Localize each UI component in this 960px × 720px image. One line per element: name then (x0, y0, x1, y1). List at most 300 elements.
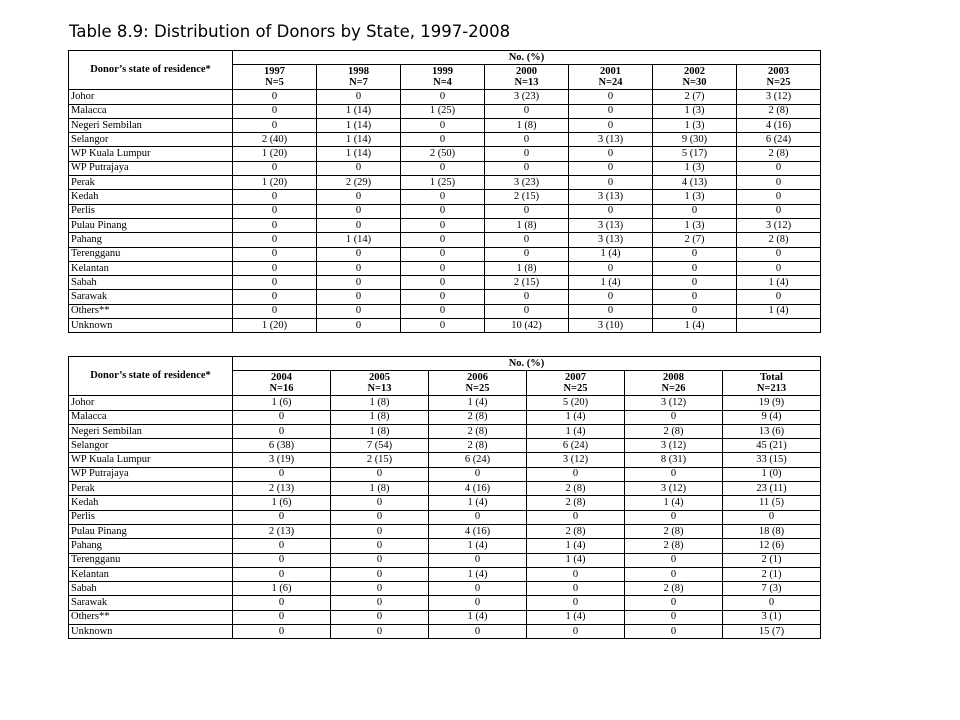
header-row (69, 51, 821, 65)
value-cell: 3 (12) (737, 90, 821, 104)
year-column-header (527, 371, 625, 396)
value-cell: 0 (527, 567, 625, 581)
column-year: 2006 (467, 371, 488, 383)
table-row (69, 610, 821, 624)
state-name-cell: Kedah (69, 190, 233, 204)
value-cell: 23 (11) (723, 482, 821, 496)
table-row (69, 90, 821, 104)
state-name-cell: Sabah (69, 276, 233, 290)
state-name-cell: Pahang (69, 539, 233, 553)
value-cell: 0 (401, 161, 485, 175)
state-column-header: Donor’s state of residence* (69, 357, 233, 396)
column-sample-size: N=30 (682, 77, 707, 89)
value-cell: 2 (7) (653, 233, 737, 247)
state-name-cell: Unknown (69, 625, 233, 639)
value-cell: 0 (527, 510, 625, 524)
value-cell: 0 (401, 290, 485, 304)
value-cell: 0 (569, 204, 653, 218)
value-cell: 0 (233, 539, 331, 553)
column-sample-size: N=13 (367, 383, 392, 395)
value-cell: 2 (8) (737, 233, 821, 247)
state-name-cell: WP Putrajaya (69, 467, 233, 481)
value-cell: 2 (1) (723, 553, 821, 567)
value-cell: 0 (233, 218, 317, 232)
column-year: 2005 (369, 371, 390, 383)
value-cell: 0 (233, 118, 317, 132)
value-cell: 0 (527, 625, 625, 639)
column-sample-size: N=16 (269, 383, 294, 395)
value-cell: 1 (4) (429, 567, 527, 581)
value-cell: 0 (625, 625, 723, 639)
state-name-cell: Selangor (69, 133, 233, 147)
value-cell: 3 (23) (485, 90, 569, 104)
value-cell: 1 (0) (723, 467, 821, 481)
value-cell: 6 (24) (737, 133, 821, 147)
value-cell: 1 (6) (233, 396, 331, 410)
distribution-table-2004-2008 (68, 356, 821, 639)
value-cell: 0 (331, 496, 429, 510)
value-cell: 1 (4) (625, 496, 723, 510)
value-cell: 0 (625, 610, 723, 624)
value-cell: 0 (569, 118, 653, 132)
value-cell (737, 319, 821, 333)
value-cell: 1 (3) (653, 190, 737, 204)
value-cell: 0 (569, 90, 653, 104)
value-cell: 0 (401, 118, 485, 132)
column-year: 2000 (516, 65, 537, 77)
column-sample-size: N=24 (598, 77, 623, 89)
column-sample-size: N=26 (661, 383, 686, 395)
column-year: 1998 (348, 65, 369, 77)
value-cell: 1 (4) (569, 247, 653, 261)
value-cell: 2 (15) (331, 453, 429, 467)
value-cell: 45 (21) (723, 439, 821, 453)
value-cell: 0 (429, 510, 527, 524)
value-cell: 0 (401, 247, 485, 261)
value-cell: 33 (15) (723, 453, 821, 467)
state-name-cell: Others** (69, 304, 233, 318)
year-column-header (317, 65, 401, 90)
year-column-header (331, 371, 429, 396)
value-cell: 1 (14) (317, 147, 401, 161)
value-cell: 2 (29) (317, 176, 401, 190)
value-cell: 0 (317, 190, 401, 204)
value-cell: 1 (3) (653, 104, 737, 118)
value-cell: 1 (3) (653, 118, 737, 132)
value-cell: 0 (331, 596, 429, 610)
value-cell: 1 (4) (429, 396, 527, 410)
value-cell: 6 (24) (429, 453, 527, 467)
table-title: Table 8.9: Distribution of Donors by State, 1997-2008 (69, 22, 511, 41)
value-cell: 0 (317, 319, 401, 333)
value-cell: 1 (4) (737, 276, 821, 290)
value-cell: 2 (8) (625, 582, 723, 596)
value-cell: 0 (653, 204, 737, 218)
column-year: 1997 (264, 65, 285, 77)
value-cell: 0 (331, 510, 429, 524)
year-column-header (233, 65, 317, 90)
table-row (69, 118, 821, 132)
state-name-cell: Kelantan (69, 261, 233, 275)
value-cell: 0 (233, 596, 331, 610)
value-cell: 1 (4) (737, 304, 821, 318)
value-cell: 0 (723, 596, 821, 610)
value-cell: 0 (233, 233, 317, 247)
value-cell: 0 (485, 133, 569, 147)
value-cell: 1 (4) (527, 424, 625, 438)
value-cell: 0 (401, 276, 485, 290)
value-cell: 0 (233, 424, 331, 438)
value-cell: 0 (401, 204, 485, 218)
state-name-cell: Malacca (69, 410, 233, 424)
value-cell: 2 (15) (485, 190, 569, 204)
state-name-cell: Terengganu (69, 247, 233, 261)
table-row (69, 453, 821, 467)
column-sample-size: N=25 (563, 383, 588, 395)
value-cell: 1 (3) (653, 161, 737, 175)
value-cell: 0 (737, 247, 821, 261)
value-cell: 0 (233, 247, 317, 261)
value-cell: 1 (8) (331, 424, 429, 438)
value-cell: 0 (233, 161, 317, 175)
year-column-header (401, 65, 485, 90)
value-cell: 0 (569, 261, 653, 275)
table-row (69, 176, 821, 190)
value-cell: 0 (737, 290, 821, 304)
value-cell: 3 (13) (569, 133, 653, 147)
table-row (69, 276, 821, 290)
value-cell: 0 (485, 161, 569, 175)
value-cell: 2 (7) (653, 90, 737, 104)
value-cell: 0 (331, 567, 429, 581)
value-cell: 1 (14) (317, 233, 401, 247)
value-cell: 3 (1) (723, 610, 821, 624)
value-cell: 1 (8) (485, 261, 569, 275)
table-row (69, 625, 821, 639)
value-cell: 0 (429, 596, 527, 610)
value-cell: 2 (13) (233, 482, 331, 496)
value-cell: 19 (9) (723, 396, 821, 410)
value-cell: 0 (331, 524, 429, 538)
state-name-cell: Kelantan (69, 567, 233, 581)
state-name-cell: Johor (69, 396, 233, 410)
value-cell: 0 (233, 90, 317, 104)
state-name-cell: Negeri Sembilan (69, 118, 233, 132)
year-column-header (737, 65, 821, 90)
value-cell: 0 (485, 290, 569, 304)
value-cell: 2 (8) (737, 147, 821, 161)
table-row (69, 582, 821, 596)
table-row (69, 510, 821, 524)
value-cell: 0 (485, 104, 569, 118)
value-cell: 0 (527, 596, 625, 610)
table-row (69, 567, 821, 581)
value-cell: 0 (737, 190, 821, 204)
value-cell: 0 (331, 582, 429, 596)
state-name-cell: Perak (69, 176, 233, 190)
value-cell: 4 (16) (429, 482, 527, 496)
value-cell: 6 (38) (233, 439, 331, 453)
value-cell: 4 (16) (737, 118, 821, 132)
state-column-header: Donor’s state of residence* (69, 51, 233, 90)
value-cell: 1 (20) (233, 176, 317, 190)
value-cell: 11 (5) (723, 496, 821, 510)
value-cell: 1 (25) (401, 176, 485, 190)
table-row (69, 104, 821, 118)
value-cell: 0 (625, 553, 723, 567)
state-name-cell: Sarawak (69, 596, 233, 610)
value-cell: 2 (1) (723, 567, 821, 581)
table-row (69, 190, 821, 204)
table-row (69, 439, 821, 453)
value-cell: 3 (12) (737, 218, 821, 232)
value-cell: 1 (14) (317, 133, 401, 147)
value-cell: 0 (317, 304, 401, 318)
column-year: 2008 (663, 371, 684, 383)
state-name-cell: WP Kuala Lumpur (69, 453, 233, 467)
value-cell: 0 (317, 276, 401, 290)
value-cell: 2 (8) (527, 482, 625, 496)
column-year: 2002 (684, 65, 705, 77)
value-cell: 5 (17) (653, 147, 737, 161)
state-name-cell: Johor (69, 90, 233, 104)
value-cell: 0 (233, 290, 317, 304)
value-cell: 0 (233, 104, 317, 118)
value-cell: 0 (653, 276, 737, 290)
column-sample-size: N=5 (265, 77, 284, 89)
value-cell: 4 (13) (653, 176, 737, 190)
value-cell: 0 (653, 304, 737, 318)
value-cell: 0 (317, 261, 401, 275)
count-percent-group-header: No. (%) (233, 51, 821, 65)
value-cell: 4 (16) (429, 524, 527, 538)
value-cell: 0 (317, 90, 401, 104)
value-cell: 0 (401, 190, 485, 204)
value-cell: 0 (317, 218, 401, 232)
value-cell: 2 (8) (737, 104, 821, 118)
value-cell: 0 (401, 233, 485, 247)
value-cell: 0 (317, 247, 401, 261)
value-cell: 1 (25) (401, 104, 485, 118)
year-column-header (429, 371, 527, 396)
value-cell: 0 (331, 467, 429, 481)
column-sample-size: N=25 (766, 77, 791, 89)
table-row (69, 218, 821, 232)
value-cell: 1 (4) (527, 553, 625, 567)
value-cell: 9 (30) (653, 133, 737, 147)
year-column-header (653, 65, 737, 90)
value-cell: 3 (19) (233, 453, 331, 467)
value-cell: 1 (3) (653, 218, 737, 232)
table-row (69, 553, 821, 567)
table-row (69, 247, 821, 261)
value-cell: 0 (331, 610, 429, 624)
value-cell: 0 (233, 510, 331, 524)
table-row (69, 539, 821, 553)
table-row (69, 482, 821, 496)
value-cell: 2 (8) (625, 524, 723, 538)
value-cell: 1 (6) (233, 582, 331, 596)
table-row (69, 596, 821, 610)
value-cell: 2 (50) (401, 147, 485, 161)
value-cell: 1 (4) (527, 610, 625, 624)
table-row (69, 524, 821, 538)
year-column-header (625, 371, 723, 396)
state-name-cell: WP Kuala Lumpur (69, 147, 233, 161)
value-cell: 12 (6) (723, 539, 821, 553)
value-cell: 3 (12) (625, 396, 723, 410)
value-cell: 0 (569, 290, 653, 304)
value-cell: 1 (4) (569, 276, 653, 290)
value-cell: 0 (625, 410, 723, 424)
value-cell: 3 (13) (569, 233, 653, 247)
value-cell: 8 (31) (625, 453, 723, 467)
value-cell: 0 (401, 218, 485, 232)
value-cell: 0 (233, 610, 331, 624)
value-cell: 0 (233, 467, 331, 481)
value-cell: 0 (485, 304, 569, 318)
value-cell: 0 (233, 261, 317, 275)
value-cell: 1 (4) (429, 496, 527, 510)
value-cell: 10 (42) (485, 319, 569, 333)
header-row (69, 357, 821, 371)
value-cell: 0 (737, 161, 821, 175)
value-cell: 0 (737, 176, 821, 190)
value-cell: 1 (14) (317, 118, 401, 132)
value-cell: 0 (653, 290, 737, 304)
value-cell: 0 (569, 161, 653, 175)
table-row (69, 467, 821, 481)
value-cell: 0 (625, 596, 723, 610)
value-cell: 0 (485, 247, 569, 261)
value-cell: 18 (8) (723, 524, 821, 538)
column-year: Total (760, 371, 783, 383)
value-cell: 1 (8) (331, 482, 429, 496)
value-cell: 0 (527, 467, 625, 481)
year-column-header (485, 65, 569, 90)
value-cell: 1 (8) (485, 118, 569, 132)
value-cell: 1 (4) (429, 539, 527, 553)
state-name-cell: Malacca (69, 104, 233, 118)
value-cell: 0 (429, 467, 527, 481)
value-cell: 2 (8) (527, 496, 625, 510)
year-column-header (569, 65, 653, 90)
value-cell: 0 (625, 567, 723, 581)
state-name-cell: Terengganu (69, 553, 233, 567)
value-cell: 9 (4) (723, 410, 821, 424)
column-year: 2001 (600, 65, 621, 77)
state-name-cell: Kedah (69, 496, 233, 510)
value-cell: 3 (13) (569, 190, 653, 204)
value-cell: 1 (6) (233, 496, 331, 510)
count-percent-group-header: No. (%) (233, 357, 821, 371)
value-cell: 0 (401, 304, 485, 318)
column-sample-size: N=213 (756, 383, 787, 395)
value-cell: 3 (23) (485, 176, 569, 190)
value-cell: 0 (569, 147, 653, 161)
value-cell: 0 (569, 176, 653, 190)
value-cell: 0 (485, 147, 569, 161)
value-cell: 0 (527, 582, 625, 596)
table-row (69, 261, 821, 275)
value-cell: 3 (12) (625, 439, 723, 453)
value-cell: 0 (569, 104, 653, 118)
value-cell: 0 (653, 261, 737, 275)
value-cell: 0 (429, 582, 527, 596)
value-cell: 2 (8) (429, 424, 527, 438)
column-sample-size: N=4 (433, 77, 452, 89)
value-cell: 0 (233, 190, 317, 204)
value-cell: 2 (13) (233, 524, 331, 538)
value-cell: 0 (401, 319, 485, 333)
value-cell: 2 (15) (485, 276, 569, 290)
value-cell: 1 (8) (331, 410, 429, 424)
value-cell: 3 (12) (625, 482, 723, 496)
value-cell: 1 (4) (527, 410, 625, 424)
column-year: 2004 (271, 371, 292, 383)
table-row (69, 304, 821, 318)
value-cell: 13 (6) (723, 424, 821, 438)
value-cell: 0 (401, 261, 485, 275)
table-row (69, 410, 821, 424)
table-row (69, 396, 821, 410)
column-year: 1999 (432, 65, 453, 77)
value-cell: 0 (233, 410, 331, 424)
year-column-header (723, 371, 821, 396)
value-cell: 1 (4) (527, 539, 625, 553)
value-cell: 1 (4) (429, 610, 527, 624)
year-column-header (233, 371, 331, 396)
value-cell: 1 (8) (331, 396, 429, 410)
value-cell: 0 (331, 625, 429, 639)
table-row (69, 133, 821, 147)
value-cell: 0 (233, 204, 317, 218)
value-cell: 0 (317, 204, 401, 218)
state-name-cell: Selangor (69, 439, 233, 453)
value-cell: 0 (485, 204, 569, 218)
value-cell: 2 (40) (233, 133, 317, 147)
table-row (69, 204, 821, 218)
value-cell: 7 (3) (723, 582, 821, 596)
value-cell: 3 (13) (569, 218, 653, 232)
table-row (69, 290, 821, 304)
value-cell: 0 (429, 625, 527, 639)
column-sample-size: N=25 (465, 383, 490, 395)
value-cell: 0 (569, 304, 653, 318)
value-cell: 0 (233, 553, 331, 567)
value-cell: 7 (54) (331, 439, 429, 453)
distribution-table-1997-2003 (68, 50, 821, 333)
value-cell: 0 (429, 553, 527, 567)
value-cell: 0 (317, 161, 401, 175)
value-cell: 2 (8) (429, 410, 527, 424)
state-name-cell: Perlis (69, 510, 233, 524)
value-cell: 15 (7) (723, 625, 821, 639)
value-cell: 3 (10) (569, 319, 653, 333)
value-cell: 0 (723, 510, 821, 524)
value-cell: 0 (233, 625, 331, 639)
value-cell: 0 (233, 276, 317, 290)
value-cell: 0 (625, 467, 723, 481)
value-cell: 1 (20) (233, 147, 317, 161)
state-name-cell: Sarawak (69, 290, 233, 304)
state-name-cell: Pulau Pinang (69, 524, 233, 538)
state-name-cell: Pahang (69, 233, 233, 247)
table-row (69, 233, 821, 247)
value-cell: 0 (737, 204, 821, 218)
value-cell: 0 (233, 567, 331, 581)
value-cell: 3 (12) (527, 453, 625, 467)
